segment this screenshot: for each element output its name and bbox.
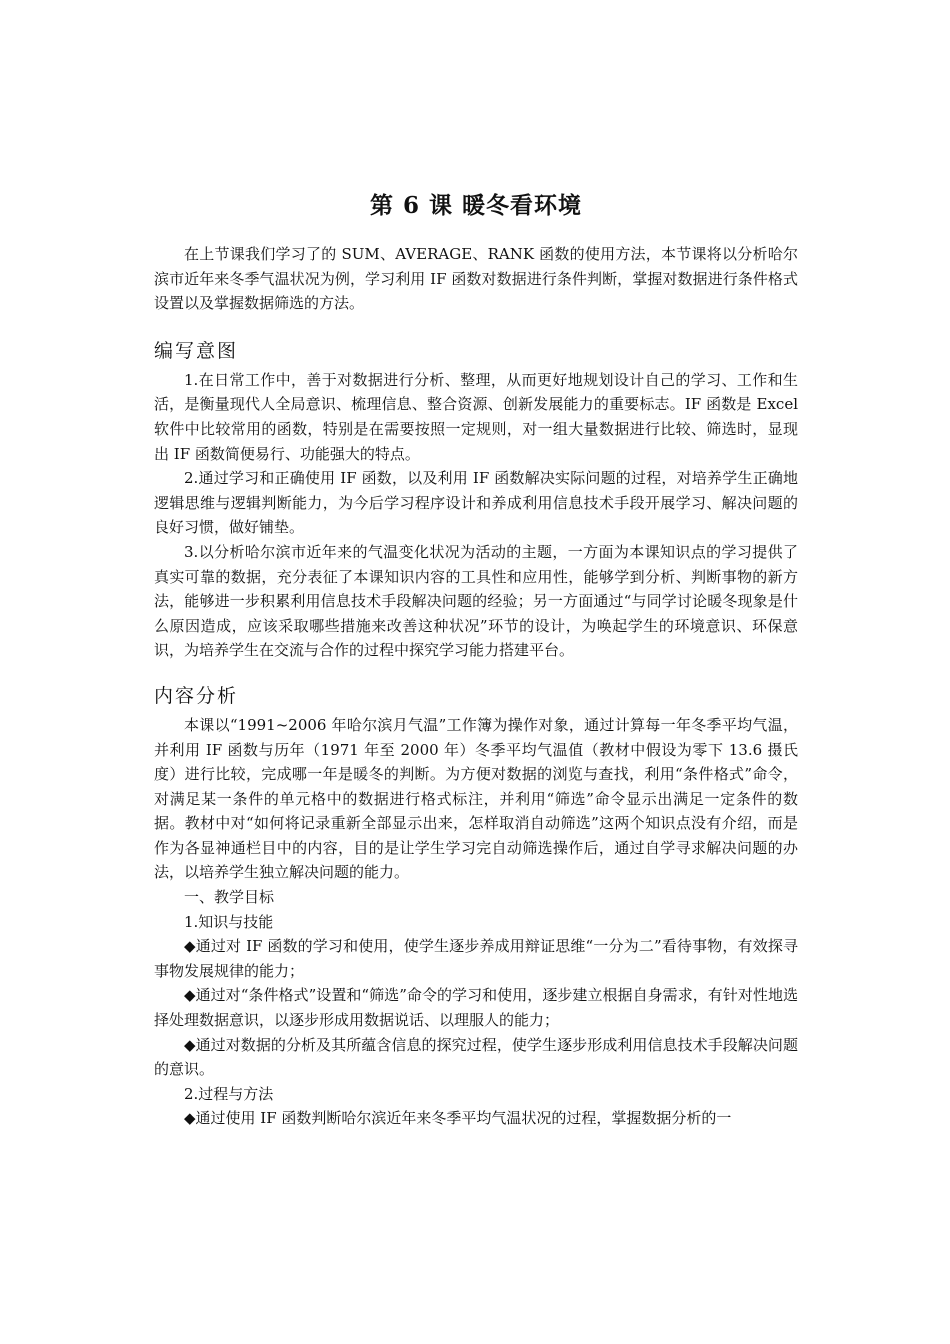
knowledge-goal-item-2: ◆通过对“条件格式”设置和“筛选”命令的学习和使用，逐步建立根据自身需求，有针对性地选择处理数据意识，以逐步形成用数据说话、以理服人的能力； (154, 986, 798, 1030)
lesson-title: 第 6 课 暖冬看环境 (369, 192, 583, 219)
intent-paragraph-3: 3.以分析哈尔滨市近年来的气温变化状况为活动的主题，一方面为本课知识点的学习提供了真实可靠的数据，充分表征了本课知识内容的工具性和应用性，能够学到分析、判断事物的新方法，能够进一步积累利用信息技术手段解决问题的经验；另一方面通过“与同学讨论暖冬现象是什么原因造成，应该采取哪些措施来改善这种状况”环节的设计，为唤起学生的环境意识、环保意识，为培养学生在交流与合作的过程中探究学习能力搭建平台。 (154, 542, 798, 660)
intro-paragraph: 在上节课我们学习了的 SUM、AVERAGE、RANK 函数的使用方法，本节课将以分析哈尔滨市近年来冬季气温状况为例，学习利用 IF 函数对数据进行条件判断，掌握对数据进行条件格式设置以及掌握数据筛选的方法。 (154, 245, 798, 313)
content-analysis-paragraph: 本课以“1991~2006 年哈尔滨月气温”工作簿为操作对象，通过计算每一年冬季平均气温，并利用 IF 函数与历年（1971 年至 2000 年）冬季平均气温值（教材中假设为零下 13.6 摄氏度）进行比较，完成哪一年是暖冬的判断。为方便对数据的浏览与查找，利用“条件格式”命令，对满足某一条件的单元格中的数据进行格式标注，并利用“筛选”命令显示出满足一定条件的数据。教材中对“如何将记录重新全部显示出来，怎样取消自动筛选”这两个知识点没有介绍，而是作为各显神通栏目中的内容，目的是让学生学习完自动筛选操作后，通过自学寻求解决问题的办法，以培养学生独立解决问题的能力。 (154, 715, 798, 882)
intent-paragraph-1: 1.在日常工作中，善于对数据进行分析、整理，从而更好地规划设计自己的学习、工作和生活，是衡量现代人全局意识、梳理信息、整合资源、创新发展能力的重要标志。IF 函数是 Excel 软件中比较常用的函数，特别是在需要按照一定规则，对一组大量数据进行比较、筛选时，显现出 IF 函数简便易行、功能强大的特点。 (154, 370, 798, 463)
section-heading-writing-intent: 编写意图 (154, 339, 239, 362)
knowledge-skills-heading: 1.知识与技能 (184, 912, 274, 931)
process-goal-item-1: ◆通过使用 IF 函数判断哈尔滨近年来冬季平均气温状况的过程，掌握数据分析的一 (184, 1109, 732, 1128)
section-heading-content-analysis: 内容分析 (154, 684, 239, 707)
process-method-heading: 2.过程与方法 (184, 1084, 274, 1103)
document-page (154, 186, 798, 1131)
knowledge-goal-item-3: ◆通过对数据的分析及其所蕴含信息的探究过程，使学生逐步形成利用信息技术手段解决问题的意识。 (154, 1035, 798, 1079)
teaching-goals-heading: 一、教学目标 (184, 888, 275, 907)
intent-paragraph-2: 2.通过学习和正确使用 IF 函数，以及利用 IF 函数解决实际问题的过程，对培养学生正确地逻辑思维与逻辑判断能力，为今后学习程序设计和养成利用信息技术手段开展学习、解决问题的良好习惯，做好铺垫。 (154, 469, 798, 537)
knowledge-goal-item-1: ◆通过对 IF 函数的学习和使用，使学生逐步养成用辩证思维“一分为二”看待事物，有效探寻事物发展规律的能力； (154, 937, 798, 980)
